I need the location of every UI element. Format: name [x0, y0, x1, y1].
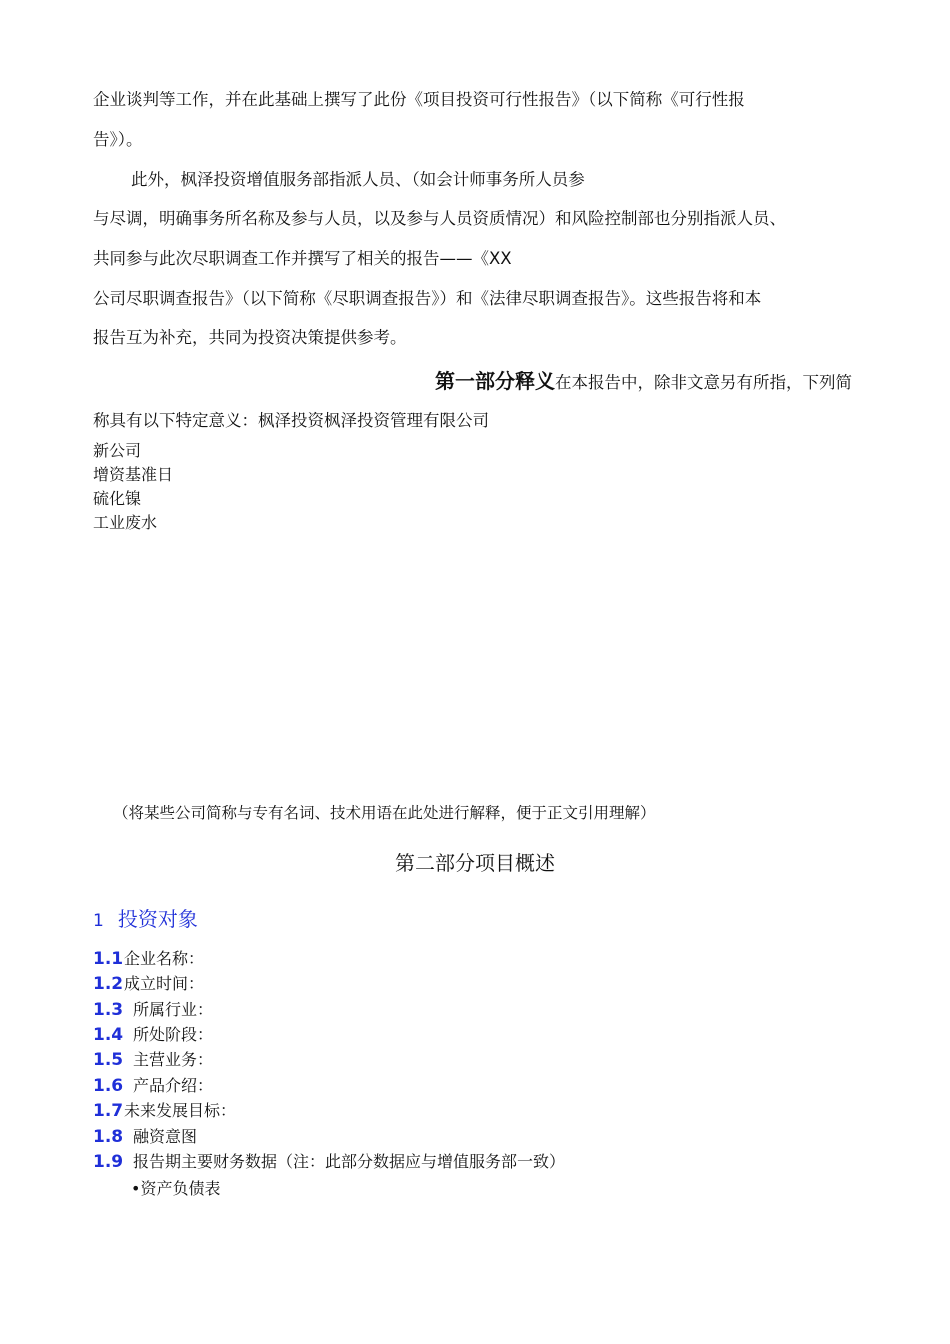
intro-line: 公司尽职调查报告》（以下简称《尽职调查报告》）和《法律尽职调查报告》。这些报告将和本: [93, 289, 762, 308]
intro-line: 企业谈判等工作，并在此基础上撰写了此份《项目投资可行性报告》（以下简称《可行性报: [93, 90, 745, 109]
part1-heading-line: [435, 369, 852, 395]
term-item: 硫化镍: [93, 489, 142, 508]
intro-line: 报告互为补充，共同为投资决策提供参考。: [93, 328, 407, 347]
item-label: 企业名称：: [124, 949, 205, 968]
intro-line: 此外，枫泽投资增值服务部指派人员、（如会计师事务所人员参: [131, 170, 585, 189]
intro-line: 共同参与此次尽职调查工作并撰写了相关的报告——《XX: [93, 249, 512, 268]
intro-line: 与尽调，明确事务所名称及参与人员，以及参与人员资质情况）和风险控制部也分别指派人员、: [93, 209, 786, 228]
term-item: 工业废水: [93, 513, 158, 532]
item-label: 主营业务：: [133, 1050, 214, 1069]
item-label: 成立时间：: [124, 974, 205, 993]
part1-heading: 第一部分释义: [435, 369, 555, 393]
section-title: 投资对象: [117, 907, 198, 931]
item-label: 融资意图: [133, 1127, 198, 1146]
part1-definition-line: 称具有以下特定意义：枫泽投资枫泽投资管理有限公司: [93, 411, 489, 430]
bullet-item: •资产负债表: [131, 1179, 221, 1198]
item-number: 1.8: [93, 1127, 124, 1147]
term-item: 新公司: [93, 441, 142, 460]
section-number: 1: [93, 911, 104, 931]
part1-heading-tail: 在本报告中，除非文意另有所指，下列简: [555, 373, 852, 392]
section-heading: [93, 906, 198, 934]
item-number: 1.6: [93, 1076, 124, 1096]
item-number: 1.9: [93, 1152, 124, 1172]
item-number: 1.2: [93, 974, 124, 994]
intro-line: 告》）。: [93, 130, 143, 149]
part2-heading: 第二部分项目概述: [395, 851, 555, 875]
item-label: 报告期主要财务数据（注：此部分数据应与增值服务部一致）: [133, 1152, 566, 1171]
item-number: 1.4: [93, 1025, 124, 1045]
term-item: 增资基准日: [93, 465, 174, 484]
item-label: 产品介绍：: [133, 1076, 214, 1095]
item-number: 1.3: [93, 1000, 124, 1020]
part1-note: （将某些公司简称与专有名词、技术用语在此处进行解释，便于正文引用理解）: [113, 804, 656, 822]
item-label: 所属行业：: [133, 1000, 214, 1019]
item-number: 1.5: [93, 1050, 124, 1070]
item-number: 1.1: [93, 949, 124, 969]
item-label: 所处阶段：: [133, 1025, 214, 1044]
item-label: 未来发展目标：: [124, 1101, 237, 1120]
item-number: 1.7: [93, 1101, 124, 1121]
